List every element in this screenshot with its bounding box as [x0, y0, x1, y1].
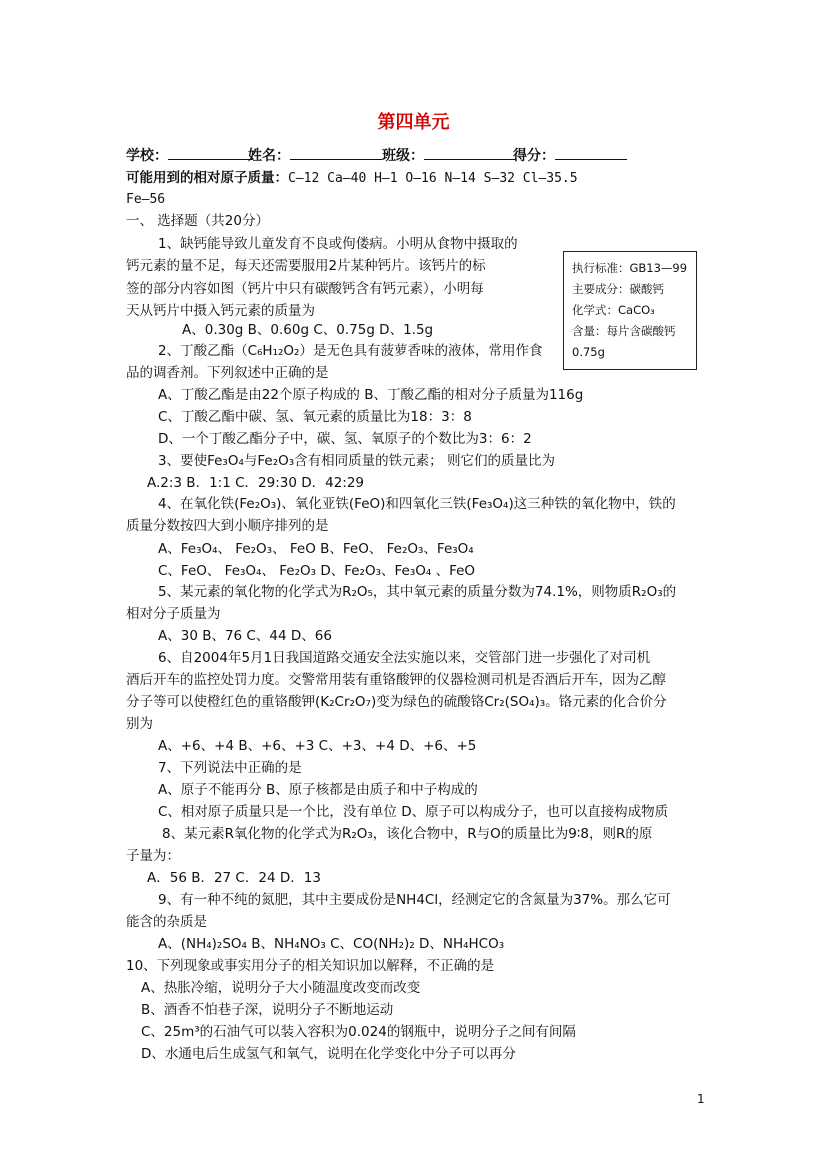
q2-line2: 品的调香剂。下列叙述中正确的是 [126, 365, 329, 381]
q2-line1: 2、丁酸乙酯（C₆H₁₂O₂）是无色具有菠萝香味的液体，常用作食 [158, 343, 543, 359]
atomic-mass-values: C—12 Ca—40 H—1 O—16 N—14 S—32 Cl—35.5 [288, 171, 578, 186]
q4-option-ab: A、Fe₃O₄、 Fe₂O₃、 FeO B、FeO、 Fe₂O₃、Fe₃O₄ [158, 541, 474, 557]
q9-line1: 9、有一种不纯的氮肥，其中主要成份是NH4Cl，经测定它的含氮量为37%。那么它可 [158, 892, 671, 908]
page-title: 第四单元 [377, 112, 450, 133]
name-label: 姓名： [248, 148, 290, 164]
section-heading: 一、 选择题（共20分） [126, 213, 269, 229]
infobox-formula: 化学式：CaCO₃ [572, 303, 655, 317]
infobox-amount: 0.75g [572, 345, 605, 359]
q1-line4: 天从钙片中摄入钙元素的质量为 [126, 303, 315, 319]
name-field[interactable] [248, 145, 382, 165]
q7-option-ab: A、原子不能再分 B、原子核都是由质子和中子构成的 [158, 782, 478, 798]
q6-line2: 酒后开车的监控处罚力度。交警常用装有重铬酸钾的仪器检测司机是否酒后开车，因为乙醇 [126, 672, 666, 688]
q6-options: A、+6、+4 B、+6、+3 C、+3、+4 D、+6、+5 [158, 738, 477, 754]
class-blank[interactable] [424, 145, 516, 160]
q10-option-c: C、25m³的石油气可以装入容积为0.024的钢瓶中，说明分子之间有间隔 [141, 1024, 576, 1040]
infobox-content: 含量：每片含碳酸钙 [572, 324, 676, 338]
q3-line1: 3、要使Fe₃O₄与Fe₂O₃含有相同质量的铁元素； 则它们的质量比为 [158, 453, 555, 469]
q2-option-d: D、一个丁酸乙酯分子中，碳、氢、氧原子的个数比为3：6：2 [158, 431, 532, 447]
q8-line2: 子量为： [126, 848, 180, 864]
q4-line1: 4、在氧化铁(Fe₂O₃)、氧化亚铁(FeO)和四氧化三铁(Fe₃O₄)这三种铁的氧化物中，铁的 [158, 496, 676, 512]
q6-line3: 分子等可以使橙红色的重铬酸钾(K₂Cr₂O₇)变为绿色的硫酸铬Cr₂(SO₄)₃。铬元素的化合价分 [126, 694, 667, 710]
q6-line1: 6、自2004年5月1日我国道路交通安全法实施以来，交管部门进一步强化了对司机 [158, 650, 651, 666]
q1-line2: 钙元素的量不足，每天还需要服用2片某种钙片。该钙片的标 [126, 258, 486, 274]
q10-option-b: B、酒香不怕巷子深，说明分子不断地运动 [141, 1002, 394, 1018]
score-field[interactable] [513, 145, 627, 165]
q2-option-ab: A、丁酸乙酯是由22个原子构成的 B、丁酸乙酯的相对分子质量为116g [158, 387, 584, 403]
q3-options: A.2:3 B．1:1 C．29:30 D．42:29 [147, 475, 365, 491]
q1-options: A、0.30g B、0.60g C、0.75g D、1.5g [182, 322, 434, 338]
score-label: 得分： [513, 148, 555, 164]
page-number: 1 [697, 1092, 705, 1106]
q5-options: A、30 B、76 C、44 D、66 [158, 628, 332, 644]
q7-option-cd: C、相对原子质量只是一个比，没有单位 D、原子可以构成分子，也可以直接构成物质 [158, 804, 669, 820]
infobox-standard: 执行标准：GB13—99 [572, 261, 688, 275]
class-field[interactable] [382, 145, 516, 165]
school-field[interactable] [126, 145, 252, 165]
q4-line2: 质量分数按四大到小顺序排列的是 [126, 518, 329, 534]
school-label: 学校： [126, 148, 168, 164]
q8-options: A．56 B．27 C．24 D．13 [147, 870, 321, 886]
q1-line1: 1、缺钙能导致儿童发育不良或佝偻病。小明从食物中摄取的 [158, 236, 518, 252]
q10-line1: 10、下列现象或事实用分子的相关知识加以解释，不正确的是 [126, 958, 495, 974]
q10-option-d: D、水通电后生成氢气和氧气，说明在化学变化中分子可以再分 [141, 1046, 516, 1062]
infobox-ingredient: 主要成分：碳酸钙 [572, 282, 664, 296]
score-blank[interactable] [555, 145, 627, 160]
q1-line3: 签的部分内容如图（钙片中只有碳酸钙含有钙元素），小明每 [126, 281, 484, 297]
atomic-mass-line2: Fe—56 [126, 192, 166, 207]
q5-line2: 相对分子质量为 [126, 606, 221, 622]
q4-option-cd: C、FeO、 Fe₃O₄、 Fe₂O₃ D、Fe₂O₃、Fe₃O₄ 、FeO [158, 563, 476, 579]
q5-line1: 5、某元素的氧化物的化学式为R₂O₅，其中氧元素的质量分数为74.1%，则物质R₂O₃的 [158, 584, 677, 600]
class-label: 班级： [382, 148, 424, 164]
q9-options: A、(NH₄)₂SO₄ B、NH₄NO₃ C、CO(NH₂)₂ D、NH₄HCO₃ [158, 936, 505, 952]
calcium-label-box [563, 251, 697, 370]
q6-line4: 别为 [126, 716, 153, 732]
q2-option-c: C、丁酸乙酯中碳、氢、氧元素的质量比为18：3：8 [158, 409, 472, 425]
name-blank[interactable] [290, 145, 382, 160]
atomic-mass-label: 可能用到的相对原子质量： [126, 170, 288, 186]
q9-line2: 能含的杂质是 [126, 914, 207, 930]
q8-line1: 8、某元素R氧化物的化学式为R₂O₃，该化合物中，R与O的质量比为9∶8，则R的原 [162, 826, 653, 842]
atomic-mass-line [126, 169, 578, 188]
q10-option-a: A、热胀冷缩，说明分子大小随温度改变而改变 [141, 980, 421, 996]
q7-line1: 7、下列说法中正确的是 [158, 760, 302, 776]
school-blank[interactable] [168, 145, 252, 160]
